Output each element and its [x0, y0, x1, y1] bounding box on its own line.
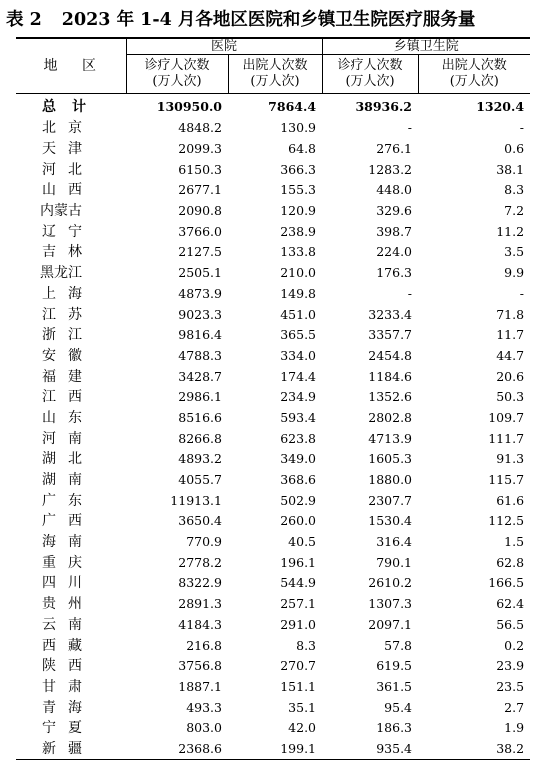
- hospital-discharges-cell: 291.0: [280, 616, 317, 632]
- township-visits-cell: 1605.3: [368, 451, 413, 467]
- township-visits-cell: 176.3: [376, 265, 413, 281]
- township-group-header: 乡镇卫生院: [322, 38, 530, 55]
- township-discharges-cell: 11.7: [496, 327, 525, 343]
- table-number: 表 2: [6, 10, 42, 30]
- table-title-text: 2023 年 1-4 月各地区医院和乡镇卫生院医疗服务量: [61, 10, 476, 30]
- hospital-visits-cell: 4788.3: [178, 347, 222, 363]
- hospital-visits-cell: 493.3: [186, 699, 222, 715]
- township-discharges-cell: 62.8: [496, 554, 525, 570]
- hospital-discharges-cell: 64.8: [288, 141, 317, 157]
- table-row: [16, 428, 530, 449]
- township-discharges-cell: 2.7: [504, 699, 525, 715]
- table-row: [16, 180, 530, 201]
- hospital-discharges-cell: 502.9: [280, 492, 317, 508]
- hospital-discharges-cell: 234.9: [280, 389, 317, 405]
- table-title: [6, 6, 541, 34]
- table-row: [16, 449, 530, 470]
- hospital-discharges-cell: 238.9: [280, 223, 317, 239]
- township-discharges-cell: 38.2: [418, 739, 530, 760]
- hospital-visits-cell: 2677.1: [178, 182, 222, 198]
- township-visits-cell: 2307.7: [368, 492, 413, 508]
- hospital-visits-cell: 4893.2: [178, 451, 222, 467]
- township-visits-header: 诊疗人次数 (万人次): [322, 55, 418, 94]
- hospital-discharges-cell: 35.1: [288, 699, 317, 715]
- table-row: [16, 366, 530, 387]
- region-cell: 湖北: [42, 451, 94, 468]
- table-row: [16, 470, 530, 491]
- hospital-discharges-cell: 8.3: [296, 637, 317, 653]
- township-discharges-cell: 1.9: [504, 720, 525, 736]
- township-discharges-cell: 62.4: [496, 596, 525, 612]
- township-visits-cell: 3357.7: [368, 327, 413, 343]
- township-discharges-cell: 91.3: [496, 451, 525, 467]
- township-discharges-cell: 61.6: [496, 492, 525, 508]
- hospital-visits-cell: 4848.2: [178, 120, 222, 136]
- township-visits-cell: -: [407, 120, 413, 136]
- township-discharges-cell: 38.1: [496, 161, 525, 177]
- table-row: [16, 263, 530, 284]
- township-discharges-header: 出院人次数 (万人次): [418, 55, 530, 94]
- hospital-visits-cell: 9816.4: [178, 327, 222, 343]
- table-row: [16, 408, 530, 429]
- township-discharges-cell: 111.7: [488, 430, 525, 446]
- hospital-discharges-cell: 260.0: [280, 513, 317, 529]
- region-cell: 河南: [42, 430, 94, 447]
- table-row: [16, 615, 530, 636]
- table-row: [16, 221, 530, 242]
- hospital-visits-cell: 3756.8: [178, 658, 222, 674]
- township-visits-cell: 935.4: [322, 739, 418, 760]
- region-cell: 黑龙江: [40, 265, 82, 282]
- table-row: [16, 387, 530, 408]
- hospital-visits-cell: 3428.7: [178, 368, 222, 384]
- township-discharges-cell: -: [519, 285, 525, 301]
- region-cell: 江苏: [42, 306, 94, 323]
- township-visits-cell: 3233.4: [368, 306, 413, 322]
- table-row: [16, 656, 530, 677]
- region-cell: 云南: [42, 616, 94, 633]
- table-row: [16, 739, 530, 760]
- hospital-visits-cell: 2891.3: [178, 596, 222, 612]
- region-cell: 四川: [42, 575, 94, 592]
- table-row: [16, 284, 530, 305]
- township-discharges-cell: 1320.4: [476, 99, 525, 114]
- hospital-discharges-cell: 366.3: [280, 161, 317, 177]
- township-discharges-cell: 71.8: [496, 306, 525, 322]
- township-visits-cell: 2454.8: [368, 347, 413, 363]
- hospital-visits-cell: 3650.4: [178, 513, 222, 529]
- hospital-group-header: 医院: [126, 38, 322, 55]
- township-visits-cell: 1530.4: [368, 513, 413, 529]
- hospital-visits-cell: 6150.3: [178, 161, 222, 177]
- table-row: [16, 304, 530, 325]
- region-cell: 天津: [42, 141, 94, 158]
- township-discharges-cell: 9.9: [504, 265, 525, 281]
- region-header: 地 区: [16, 38, 126, 94]
- township-visits-cell: 398.7: [376, 223, 413, 239]
- hospital-discharges-header: 出院人次数 (万人次): [228, 55, 322, 94]
- hospital-discharges-cell: 120.9: [280, 203, 317, 219]
- township-visits-cell: 276.1: [376, 141, 413, 157]
- region-cell: 湖南: [42, 472, 94, 489]
- township-visits-cell: 57.8: [384, 637, 413, 653]
- hospital-visits-cell: 803.0: [186, 720, 222, 736]
- table-row: [16, 697, 530, 718]
- township-visits-cell: 2802.8: [368, 409, 413, 425]
- table-row: [16, 118, 530, 139]
- hospital-visits-header: 诊疗人次数 (万人次): [126, 55, 228, 94]
- hospital-visits-cell: 2778.2: [178, 554, 222, 570]
- township-visits-cell: 1352.6: [368, 389, 413, 405]
- region-cell: 总计: [42, 99, 102, 115]
- hospital-visits-cell: 3766.0: [178, 223, 222, 239]
- hospital-visits-cell: 2090.8: [178, 203, 222, 219]
- township-visits-cell: -: [407, 285, 413, 301]
- township-discharges-cell: -: [519, 120, 525, 136]
- township-discharges-cell: 56.5: [496, 616, 525, 632]
- hospital-discharges-cell: 40.5: [288, 534, 317, 550]
- hospital-discharges-cell: 349.0: [280, 451, 317, 467]
- township-visits-cell: 790.1: [376, 554, 413, 570]
- table-row: [16, 718, 530, 739]
- table-row: [16, 242, 530, 263]
- region-cell: 甘肃: [42, 678, 94, 695]
- hospital-discharges-cell: 130.9: [280, 120, 317, 136]
- township-discharges-cell: 115.7: [488, 472, 525, 488]
- township-discharges-cell: 3.5: [504, 244, 525, 260]
- township-visits-cell: 619.5: [376, 658, 413, 674]
- township-visits-cell: 186.3: [376, 720, 413, 736]
- township-visits-cell: 95.4: [384, 699, 413, 715]
- hospital-discharges-cell: 368.6: [280, 472, 317, 488]
- township-discharges-cell: 20.6: [496, 368, 525, 384]
- table-row: [16, 532, 530, 553]
- region-cell: 河北: [42, 161, 94, 178]
- township-discharges-cell: 50.3: [496, 389, 525, 405]
- hospital-discharges-cell: 196.1: [280, 554, 317, 570]
- township-visits-cell: 1283.2: [368, 161, 413, 177]
- hospital-visits-cell: 8516.6: [178, 409, 222, 425]
- township-discharges-cell: 109.7: [488, 409, 525, 425]
- hospital-discharges-cell: 42.0: [288, 720, 317, 736]
- township-visits-cell: 38936.2: [355, 99, 413, 114]
- hospital-visits-cell: 130950.0: [156, 99, 222, 114]
- hospital-visits-cell: 9023.3: [178, 306, 222, 322]
- hospital-visits-cell: 770.9: [186, 534, 222, 550]
- township-discharges-cell: 112.5: [488, 513, 525, 529]
- region-cell: 辽宁: [42, 223, 94, 240]
- region-cell: 青海: [42, 699, 94, 716]
- hospital-visits-cell: 2099.3: [178, 141, 222, 157]
- township-visits-cell: 448.0: [376, 182, 413, 198]
- hospital-visits-cell: 1887.1: [178, 678, 222, 694]
- table-row: [16, 573, 530, 594]
- township-discharges-cell: 1.5: [504, 534, 525, 550]
- table-row: [16, 490, 530, 511]
- township-discharges-cell: 7.2: [504, 203, 525, 219]
- table-row: [16, 201, 530, 222]
- hospital-visits-cell: 216.8: [186, 637, 222, 653]
- hospital-visits-cell: 8266.8: [178, 430, 222, 446]
- hospital-discharges-cell: 155.3: [280, 182, 317, 198]
- hospital-discharges-cell: 544.9: [280, 575, 317, 591]
- township-visits-cell: 316.4: [376, 534, 413, 550]
- table-row: [16, 677, 530, 698]
- region-cell: 陕西: [42, 658, 94, 675]
- hospital-discharges-cell: 257.1: [280, 596, 317, 612]
- table-row: [16, 552, 530, 573]
- hospital-visits-cell: 2127.5: [178, 244, 222, 260]
- township-visits-cell: 224.0: [376, 244, 413, 260]
- region-cell: 江西: [42, 389, 94, 406]
- hospital-discharges-cell: 149.8: [280, 285, 317, 301]
- table-row: [16, 511, 530, 532]
- township-visits-cell: 4713.9: [368, 430, 413, 446]
- hospital-discharges-cell: 210.0: [280, 265, 317, 281]
- hospital-visits-cell: 4873.9: [178, 285, 222, 301]
- township-discharges-cell: 8.3: [504, 182, 525, 198]
- region-cell: 北京: [42, 120, 94, 137]
- township-visits-cell: 361.5: [376, 678, 413, 694]
- hospital-discharges-cell: 7864.4: [268, 99, 317, 114]
- table-row: [16, 346, 530, 367]
- hospital-discharges-cell: 451.0: [280, 306, 317, 322]
- region-cell: 重庆: [42, 554, 94, 571]
- table-row: [16, 325, 530, 346]
- township-discharges-cell: 23.9: [496, 658, 525, 674]
- region-cell: 贵州: [42, 596, 94, 613]
- township-visits-cell: 1880.0: [368, 472, 413, 488]
- region-cell: 新疆: [16, 739, 126, 760]
- table-row: [16, 159, 530, 180]
- region-cell: 内蒙古: [40, 203, 82, 220]
- hospital-visits-cell: 2986.1: [178, 389, 222, 405]
- township-discharges-cell: 11.2: [496, 223, 525, 239]
- region-cell: 海南: [42, 534, 94, 551]
- region-cell: 宁夏: [42, 720, 94, 737]
- hospital-discharges-cell: 365.5: [280, 327, 317, 343]
- table-body: [16, 94, 530, 760]
- township-visits-cell: 2610.2: [368, 575, 413, 591]
- hospital-visits-cell: 2505.1: [178, 265, 222, 281]
- township-discharges-cell: 44.7: [496, 347, 525, 363]
- hospital-discharges-cell: 334.0: [280, 347, 317, 363]
- table-row: [16, 594, 530, 615]
- table-row: [16, 139, 530, 160]
- hospital-visits-cell: 8322.9: [178, 575, 222, 591]
- hospital-visits-cell: 4184.3: [178, 616, 222, 632]
- township-discharges-cell: 23.5: [496, 678, 525, 694]
- table-row: [16, 635, 530, 656]
- hospital-discharges-cell: 623.8: [280, 430, 317, 446]
- region-cell: 广东: [42, 492, 94, 509]
- region-cell: 山东: [42, 409, 94, 426]
- region-cell: 上海: [42, 285, 94, 302]
- region-cell: 吉林: [42, 244, 94, 261]
- table-header: [16, 38, 530, 94]
- hospital-discharges-cell: 133.8: [280, 244, 317, 260]
- township-visits-cell: 1307.3: [368, 596, 413, 612]
- hospital-discharges-cell: 199.1: [228, 739, 322, 760]
- hospital-visits-cell: 11913.1: [170, 492, 222, 508]
- region-cell: 浙江: [42, 327, 94, 344]
- region-cell: 西藏: [42, 637, 94, 654]
- hospital-discharges-cell: 270.7: [280, 658, 317, 674]
- total-row: [16, 94, 530, 119]
- township-visits-cell: 1184.6: [368, 368, 413, 384]
- hospital-discharges-cell: 593.4: [280, 409, 317, 425]
- hospital-visits-cell: 4055.7: [178, 472, 222, 488]
- township-visits-cell: 329.6: [376, 203, 413, 219]
- hospital-discharges-cell: 174.4: [280, 368, 317, 384]
- hospital-visits-cell: 2368.6: [126, 739, 228, 760]
- township-discharges-cell: 0.2: [504, 637, 525, 653]
- region-cell: 山西: [42, 182, 94, 199]
- township-discharges-cell: 0.6: [504, 141, 525, 157]
- region-cell: 福建: [42, 368, 94, 385]
- township-discharges-cell: 166.5: [488, 575, 525, 591]
- hospital-discharges-cell: 151.1: [280, 678, 317, 694]
- region-cell: 安徽: [42, 347, 94, 364]
- region-cell: 广西: [42, 513, 94, 530]
- medical-services-table: [16, 37, 530, 760]
- township-visits-cell: 2097.1: [368, 616, 413, 632]
